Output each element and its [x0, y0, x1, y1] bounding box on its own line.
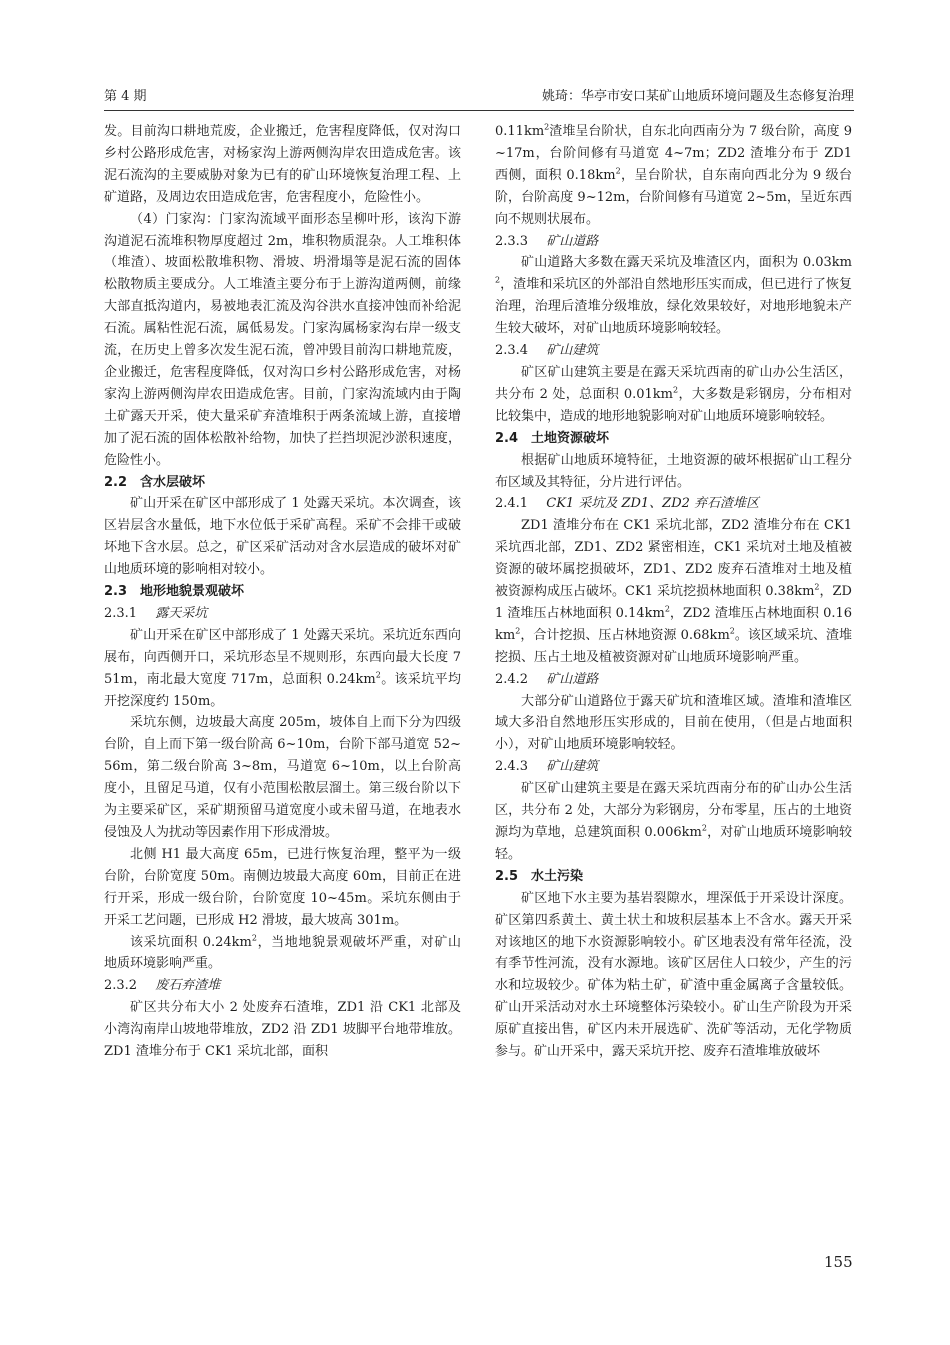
subsection-number: 2.3.1: [104, 605, 138, 621]
paragraph: 矿区矿山建筑主要是在露天采坑西南的矿山办公生活区，共分布 2 处，总面积 $0.01km^2$，大多数是彩钢房，分布相对比较集中，造成的地形地貌影响对矿山地质环境影响较轻。: [495, 364, 852, 424]
subsection-number: 2.4.1: [495, 496, 529, 512]
running-header: [104, 88, 854, 111]
subsection-title: 矿山道路: [546, 671, 599, 687]
paragraph: 采坑东侧，边坡最大高度 205m，坡体自上而下分为四级台阶，自上而下第一级台阶高 6~10m，台阶下部马道宽 52~56m，第二级台阶高 3~8m，马道宽 6~10m，以上台阶高度小，且留足马道，仅有小范围松散层溜土。第三级台阶以下为主要采矿区，采矿期预留马道宽度小或未留马道，在地表水侵蚀及人为扰动等因素作用下形成滑坡。: [104, 715, 461, 840]
subsection-heading-2-3-4: [495, 340, 852, 362]
right-column: [495, 121, 852, 1063]
subsection-number: 2.4.3: [495, 759, 529, 775]
issue-number: 第 4 期: [104, 89, 147, 104]
paragraph: 矿区地下水主要为基岩裂隙水，埋深低于开采设计深度。矿区第四系黄土、黄土状土和坡积层基本上不含水。露天开采对该地区的地下水资源影响较小。矿区地表没有常年径流，没有季节性河流，没有水源地。该矿区居住人口较少，产生的污水和垃圾较少。矿体为粘土矿，矿渣中重金属离子含量较低。矿山开采活动对水土环境整体污染较小。矿山生产阶段为开采原矿直接出售，矿区内未开展选矿、洗矿等活动，无化学物质参与。矿山开采中，露天采坑开挖、废弃石渣堆堆放破坏: [495, 890, 852, 1060]
paragraph: 矿山开采在矿区中部形成了 1 处露天采坑。本次调查，该区岩层含水量低，地下水位低于采矿高程。采矿不会排干或破坏地下含水层。总之，矿区采矿活动对含水层造成的破坏对矿山地质环境的影响相对较小。: [104, 496, 461, 578]
subsection-title: CK1 采坑及 ZD1、ZD2 弃石渣堆区: [546, 496, 760, 512]
paragraph: $0.11km^2$渣堆呈台阶状，自东北向西南分为 7 级台阶，高度 9~17m，台阶间修有马道宽 4~7m；ZD2 渣堆分布于 ZD1 西侧，面积 $0.18km^2$，呈台阶状，自东南向西北分为 9 级台阶，台阶高度 9~12m，台阶间修有马道宽 2~5m，呈近东西向不规则状展布。: [495, 122, 852, 227]
paragraph: 矿山道路大多数在露天采坑及堆渣区内，面积为 $0.03km^2$，渣堆和采坑区的外部沿自然地形压实而成，但已进行了恢复治理，治理后渣堆分级堆放，绿化效果较好，对地形地貌未产生较大破坏，对矿山地质环境影响较轻。: [495, 255, 852, 337]
paragraph: 矿区矿山建筑主要是在露天采坑西南分布的矿山办公生活区，共分布 2 处，大部分为彩钢房，分布零星，压占的土地资源均为草地，总建筑面积 $0.006km^2$，对矿山地质环境影响较轻。: [495, 781, 852, 862]
subsection-title: 矿山道路: [546, 233, 599, 249]
paragraph: 大部分矿山道路位于露天矿坑和渣堆区域。渣堆和渣堆区域大多沿自然地形压实形成的，目前在使用，（但是占地面积小），对矿山地质环境影响较轻。: [495, 693, 852, 753]
subsection-heading-2-4-1: [495, 493, 852, 515]
subsection-title: 废石弃渣堆: [155, 978, 221, 994]
running-title: 姚琦：华亭市安口某矿山地质环境问题及生态修复治理: [541, 89, 854, 104]
section-heading-2-3: 2.3 地形地貌景观破坏: [104, 584, 245, 600]
subsection-title: 矿山建筑: [546, 343, 599, 359]
subsection-heading-2-3-3: [495, 231, 852, 253]
subsection-title: 露天采坑: [155, 605, 208, 621]
section-heading-2-4: 2.4 土地资源破坏: [495, 430, 610, 446]
subsection-heading-2-3-2: [104, 975, 461, 997]
subsection-number: 2.3.4: [495, 343, 529, 359]
paragraph: 根据矿山地质环境特征，土地资源的破坏根据矿山工程分布区域及其特征，分片进行评估。: [495, 452, 852, 490]
subsection-heading-2-4-2: [495, 669, 852, 691]
subsection-number: 2.3.3: [495, 233, 529, 249]
section-heading-2-5: 2.5 水土污染: [495, 868, 584, 884]
paragraph: （4）门家沟：门家沟流域平面形态呈柳叶形，该沟下游沟道泥石流堆积物厚度超过 2m，堆积物质混杂。人工堆积体（堆渣）、坡面松散堆积物、滑坡、坍滑塌等是泥石流的固体松散物质主要成分。人工堆渣主要分布于上游沟道两侧，前缘大部直抵沟道内，易被地表汇流及沟谷洪水直接冲蚀而补给泥石流。属粘性泥石流，属低易发。门家沟属杨家沟右岸一级支流，在历史上曾多次发生泥石流，曾冲毁目前沟口耕地荒废，企业搬迁，危害程度降低，仅对沟口乡村公路形成危害，对杨家沟上游两侧沟岸农田造成危害。目前，门家沟流域内由于陶土矿露天开采，使大量采矿弃渣堆积于两条流域上游，直接增加了泥石流的固体松散补给物，加快了拦挡坝泥沙淤积速度，危险性小。: [104, 211, 461, 468]
subsection-heading-2-4-3: [495, 756, 852, 778]
paragraph: 矿区共分布大小 2 处废弃石渣堆，ZD1 沿 CK1 北部及小湾沟南岸山坡地带堆放，ZD2 沿 ZD1 坡脚平台地带堆放。ZD1 渣堆分布于 CK1 采坑北部，面积: [104, 1000, 461, 1060]
page-number: 155: [824, 1253, 853, 1271]
subsection-title: 矿山建筑: [546, 759, 599, 775]
subsection-number: 2.3.2: [104, 978, 138, 994]
subsection-heading-2-3-1: [104, 603, 461, 625]
section-heading-2-2: 2.2 含水层破坏: [104, 474, 206, 490]
paragraph: 北侧 H1 最大高度 65m，已进行恢复治理，整平为一级台阶，台阶宽度 50m。南侧边坡最大高度 60m，目前正在进行开采，形成一级台阶，台阶宽度 10~45m。采坑东侧由于开采工艺问题，已形成 H2 滑坡，最大坡高 301m。: [104, 846, 461, 928]
paragraph: 该采坑面积 $0.24km^2$，当地地貌景观破坏严重，对矿山地质环境影响严重。: [104, 933, 461, 972]
paragraph: 矿山开采在矿区中部形成了 1 处露天采坑。采坑近东西向展布，向西侧开口，采坑形态呈不规则形，东西向最大长度 751m，南北最大宽度 717m，总面积 $0.24km^2$。该采坑平均开挖深度约 150m。: [104, 627, 461, 709]
subsection-number: 2.4.2: [495, 671, 529, 687]
paragraph: ZD1 渣堆分布在 CK1 采坑北部，ZD2 渣堆分布在 CK1 采坑西北部，ZD1、ZD2 紧密相连，CK1 采坑对土地及植被资源的破坏属挖损破坏，ZD1、ZD2 废弃石渣堆对土地及植被资源构成压占破坏。CK1 采坑挖损林地面积 $0.38km^2$，ZD1 渣堆压占林地面积 $0.14km^2$，ZD2 渣堆压占林地面积 $0.16km^2$，合计挖损、压占林地资源 $0.68km^2$。该区域采坑、渣堆挖损、压占土地及植被资源对矿山地质环境影响严重。: [495, 518, 853, 665]
left-column: [104, 121, 461, 1063]
paragraph: 发。目前沟口耕地荒废，企业搬迁，危害程度降低，仅对沟口乡村公路形成危害，对杨家沟上游两侧沟岸农田造成危害。该泥石流沟的主要威胁对象为已有的矿山环境恢复治理工程、上矿道路，及周边农田造成危害，危害程度小，危险性小。: [104, 124, 461, 205]
